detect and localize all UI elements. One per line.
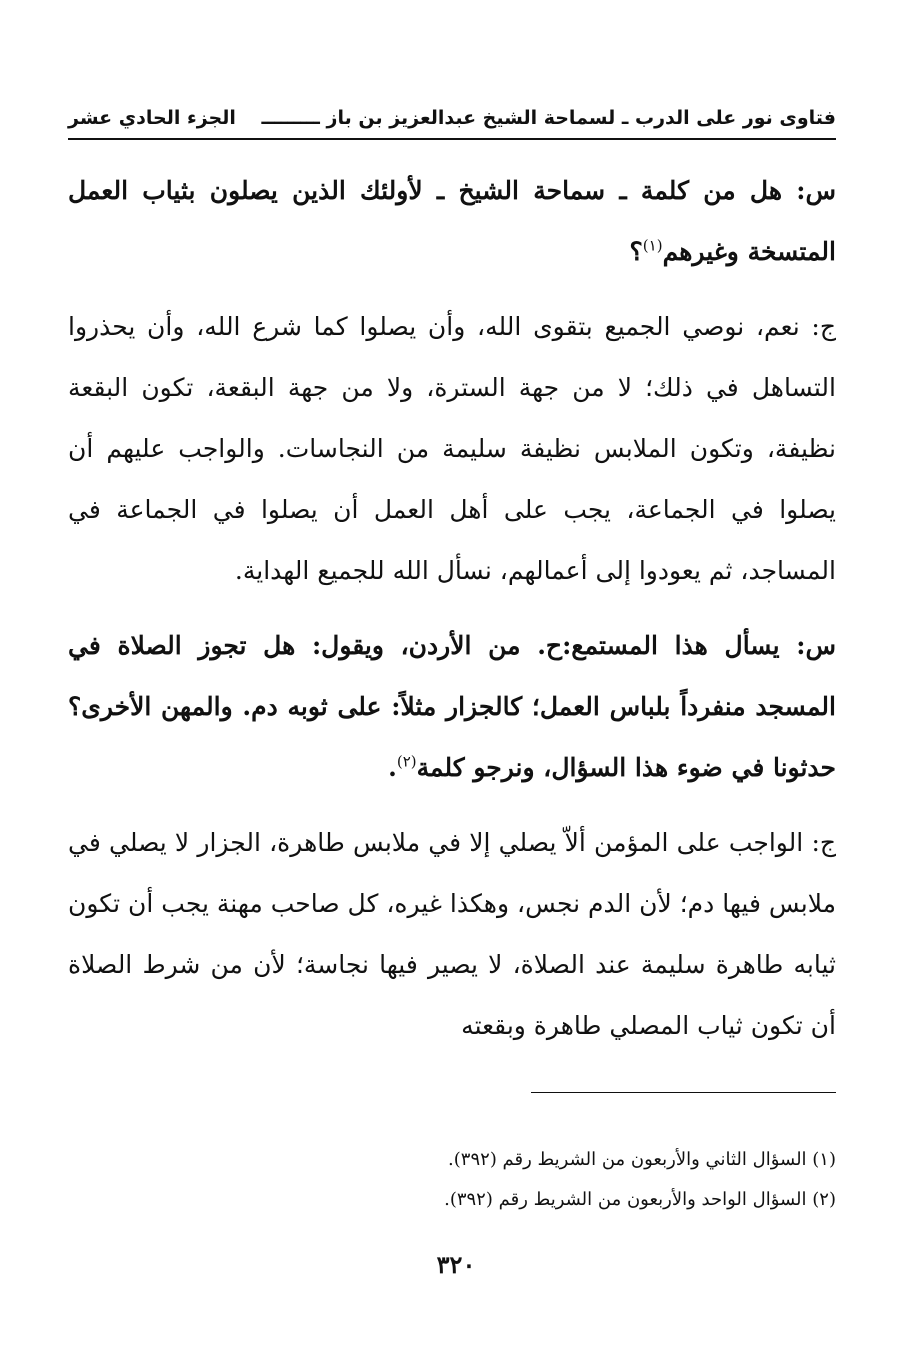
question-1 (68, 160, 836, 282)
answer-1-text: ج: نعم، نوصي الجميع بتقوى الله، وأن يصلوا كما شرع الله، وأن يحذروا التساهل في ذلك؛ لا من جهة السترة، ولا من جهة البقعة، تكون البقعة نظيفة، وتكون الملابس نظيفة سليمة من النجاسات. والواجب عليهم أن يصلوا في الجماعة، يجب على أهل العمل أن يصلوا في الجماعة في المساجد، ثم يعودوا إلى أعمالهم، نسأل الله للجميع الهداية. (68, 312, 836, 585)
question-2 (68, 615, 836, 798)
header-part-label: الجزء الحادي عشر (68, 107, 236, 129)
question-2-end: . (388, 753, 397, 782)
footnote-divider (531, 1092, 836, 1093)
header-book-title: فتاوى نور على الدرب ـ لسماحة الشيخ عبدالعزيز بن باز ـــــــــ (261, 107, 836, 129)
question-2-text: س: يسأل هذا المستمع:ح. من الأردن، ويقول: هل تجوز الصلاة في المسجد منفرداً بلباس العمل؛ كالجزار مثلاً: على ثوبه دم. والمهن الأخرى؟ حدثونا في ضوء هذا السؤال، ونرجو كلمة (68, 631, 836, 782)
page-number: ٣٢٠ (436, 1250, 476, 1279)
footnote-1: (١) السؤال الثاني والأربعون من الشريط رقم (٣٩٢). (448, 1149, 836, 1170)
footnotes (68, 1140, 836, 1220)
footnote-2: (٢) السؤال الواحد والأربعون من الشريط رقم (٣٩٢). (444, 1189, 836, 1210)
running-header (68, 92, 836, 140)
answer-2-text: ج: الواجب على المؤمن ألاّ يصلي إلا في ملابس طاهرة، الجزار لا يصلي في ملابس فيها دم؛ لأن الدم نجس، وهكذا غيره، كل صاحب مهنة يجب أن تكون ثيابه طاهرة سليمة عند الصلاة، لا يصير فيها نجاسة؛ لأن من شرط الصلاة أن تكون ثياب المصلي طاهرة وبقعته (68, 828, 836, 1040)
answer-1 (68, 296, 836, 601)
question-1-end: ؟ (629, 237, 643, 266)
page-body (68, 160, 836, 1070)
footnote-ref-1: (١) (642, 236, 663, 255)
answer-2 (68, 812, 836, 1056)
question-1-text: س: هل من كلمة ـ سماحة الشيخ ـ لأولئك الذين يصلون بثياب العمل المتسخة وغيرهم (68, 176, 836, 266)
footnote-ref-2: (٢) (396, 752, 417, 771)
